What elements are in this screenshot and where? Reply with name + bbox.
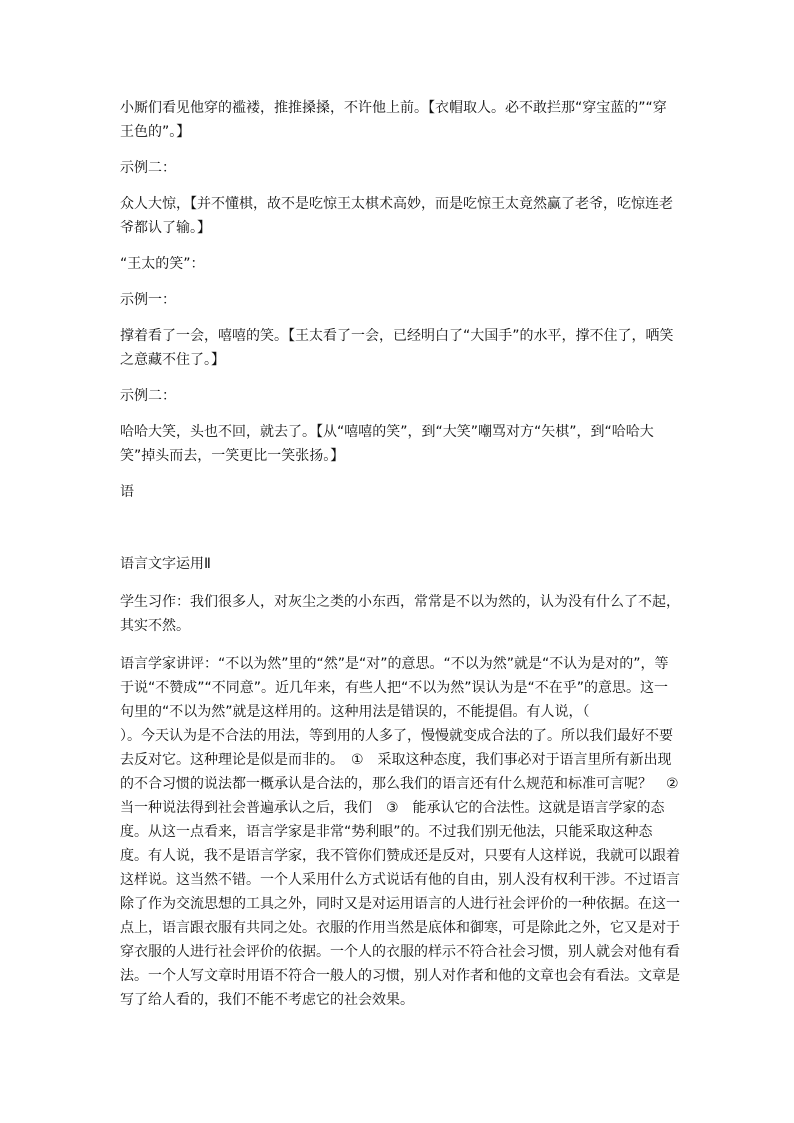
section-title: “王太的笑”： [120, 256, 205, 272]
text-paragraph: 哈哈大笑，头也不回，就去了。【从“嘻嘻的笑”，到“大笑”嘲骂对方“矢棋”，到“哈哈大笑”掉头而去，一笑更比一笑张扬。】 [120, 424, 654, 464]
fragment-text: 语 [120, 484, 134, 500]
example-label: 示例一： [120, 292, 176, 308]
text-paragraph: 众人大惊，【并不懂棋，故不是吃惊王太棋术高妙，而是吃惊王太竟然赢了老爷，吃惊连老爷都认了输。】 [120, 196, 673, 236]
text-paragraph: 撑着看了一会，嘻嘻的笑。【王太看了一会，已经明白了“大国手”的水平，撑不住了，哂笑之意藏不住了。】 [120, 328, 674, 368]
example-label: 示例二： [120, 160, 176, 176]
linguist-critique: 语言学家讲评：“不以为然”里的“然”是“对”的意思。“不以为然”就是“不认为是对的”，等于说“不赞成”“不同意”。近几年来，有些人把“不以为然”误认为是“不在乎”的意思。这一句里的“不以为然”就是这样用的。这种用法是错误的，不能提倡。有人说，（ ）。今天认为是不合法的用法，等到用的人多了，慢慢就变成合法的了。所以我们最好不要去反对它。这种理论是似是而非的。 ① 采取这种态度，我们事必对于语言里所有新出现的不合习惯的说法都一概承认是合法的，那么我们的语言还有什么规范和标准可言呢？ ② 当一种说法得到社会普遍承认之后，我们 ③ 能承认它的合法性。这就是语言学家的态度。从这一点看来，语言学家是非常“势利眼”的。不过我们别无他法，只能采取这种态度。有人说，我不是语言学家，我不管你们赞成还是反对，只要有人这样说，我就可以跟着这样说。这当然不错。一个人采用什么方式说话有他的自由，别人没有权利干涉。不过语言除了作为交流思想的工具之外，同时又是对运用语言的人进行社会评价的一种依据。在这一点上，语言跟衣服有共同之处。衣服的作用当然是底体和御寒，可是除此之外，它又是对于穿衣服的人进行社会评价的依据。一个人的衣服的样示不符合社会习惯，别人就会对他有看法。一个人写文章时用语不符合一般人的习惯，别人对作者和他的文章也会有看法。文章是写了给人看的，我们不能不考虑它的社会效果。 [120, 656, 702, 1008]
student-composition: 学生习作：我们很多人，对灰尘之类的小东西，常常是不以为然的，认为没有什么了不起，其实不然。 [120, 594, 680, 634]
section-heading: 语言文字运用Ⅱ [120, 556, 211, 572]
document-page [120, 96, 702, 1012]
text-paragraph: 小厮们看见他穿的褴褛，推推搡搡，不许他上前。【衣帽取人。必不敢拦那“穿宝蓝的”“穿王色的”。】 [120, 100, 667, 140]
example-label: 示例二： [120, 388, 176, 404]
